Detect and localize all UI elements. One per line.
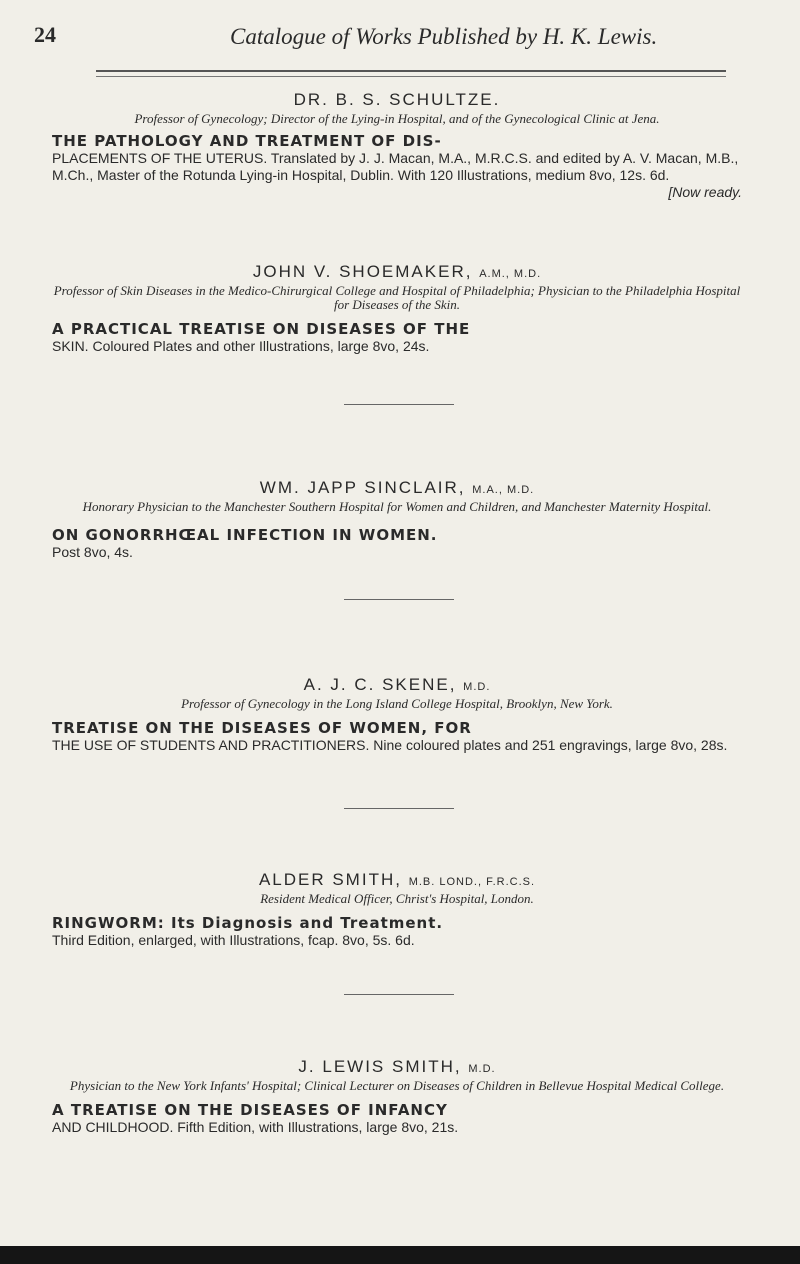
author-name: J. LEWIS SMITH, M.D. [298,1057,496,1076]
running-title: Catalogue of Works Published by H. K. Lewis. [230,24,658,49]
author-role: Professor of Gynecology; Director of the Lying-in Hospital, and of the Gynecological Clinic at Jena. [134,111,660,126]
author-name: JOHN V. SHOEMAKER, A.M., M.D. [252,262,542,281]
section-divider [344,994,454,995]
author-name: WM. JAPP SINCLAIR, M.A., M.D. [259,478,535,497]
book-description: AND CHILDHOOD. Fifth Edition, with Illustrations, large 8vo, 21s. [52,1119,459,1135]
entry-sinclair [52,478,742,561]
header-rule-thin [96,76,726,77]
entry-skene [52,675,742,754]
author-degrees: M.B. LOND., F.R.C.S. [408,876,536,888]
author-degrees: A.M., M.D. [479,268,542,280]
book-description: THE USE OF STUDENTS AND PRACTITIONERS. Nine coloured plates and 251 engravings, large 8vo, 28s. [52,737,728,753]
book-description: Third Edition, enlarged, with Illustrations, fcap. 8vo, 5s. 6d. [52,932,415,948]
author-role: Professor of Gynecology in the Long Island College Hospital, Brooklyn, New York. [181,696,613,711]
book-title: THE PATHOLOGY AND TREATMENT OF DIS- [52,132,442,150]
section-divider [344,599,454,600]
header-rule [96,70,726,72]
entry-shoemaker [52,262,742,355]
book-title: RINGWORM: Its Diagnosis and Treatment. [52,914,444,932]
page-number: 24 [34,22,56,47]
book-title: ON GONORRHŒAL INFECTION IN WOMEN. [52,526,438,544]
book-description: Post 8vo, 4s. [52,544,133,560]
author-role: Resident Medical Officer, Christ's Hospital, London. [260,891,534,906]
page-edge-band [0,1246,800,1264]
book-description: SKIN. Coloured Plates and other Illustrations, large 8vo, 24s. [52,338,430,354]
entry-alder-smith [52,870,742,949]
section-divider [344,404,454,405]
book-status: [Now ready. [668,184,742,200]
author-name: A. J. C. SKENE, M.D. [303,675,491,694]
author-role: Professor of Skin Diseases in the Medico-Chirurgical College and Hospital of Philadelphia; Physician to the Philadelphia Hospital for Diseases of the Skin. [53,283,741,312]
book-title: A TREATISE ON THE DISEASES OF INFANCY [52,1101,448,1119]
author-degrees: M.D. [463,681,491,693]
book-description: PLACEMENTS OF THE UTERUS. Translated by J. J. Macan, M.A., M.R.C.S. and edited by A. V. Macan, M.B., M.Ch., Master of the Rotunda Lying-in Hospital, Dublin. With 120 Illustrations, medium 8vo, 12s. 6d. [Now ready. [52,150,742,200]
entry-lewis-smith [52,1057,742,1136]
author-name: DR. B. S. SCHULTZE. [293,90,501,109]
book-title: A PRACTICAL TREATISE ON DISEASES OF THE [52,320,471,338]
author-role: Physician to the New York Infants' Hospital; Clinical Lecturer on Diseases of Children in Bellevue Hospital Medical College. [69,1078,725,1093]
author-name: ALDER SMITH, M.B. LOND., F.R.C.S. [258,870,536,889]
author-degrees: M.D. [468,1063,496,1075]
section-divider [344,808,454,809]
author-degrees: M.A., M.D. [472,484,535,496]
entry-schultze [52,90,742,201]
book-title: TREATISE ON THE DISEASES OF WOMEN, FOR [52,719,472,737]
author-role: Honorary Physician to the Manchester Southern Hospital for Women and Children, and Manchester Maternity Hospital. [82,499,712,514]
